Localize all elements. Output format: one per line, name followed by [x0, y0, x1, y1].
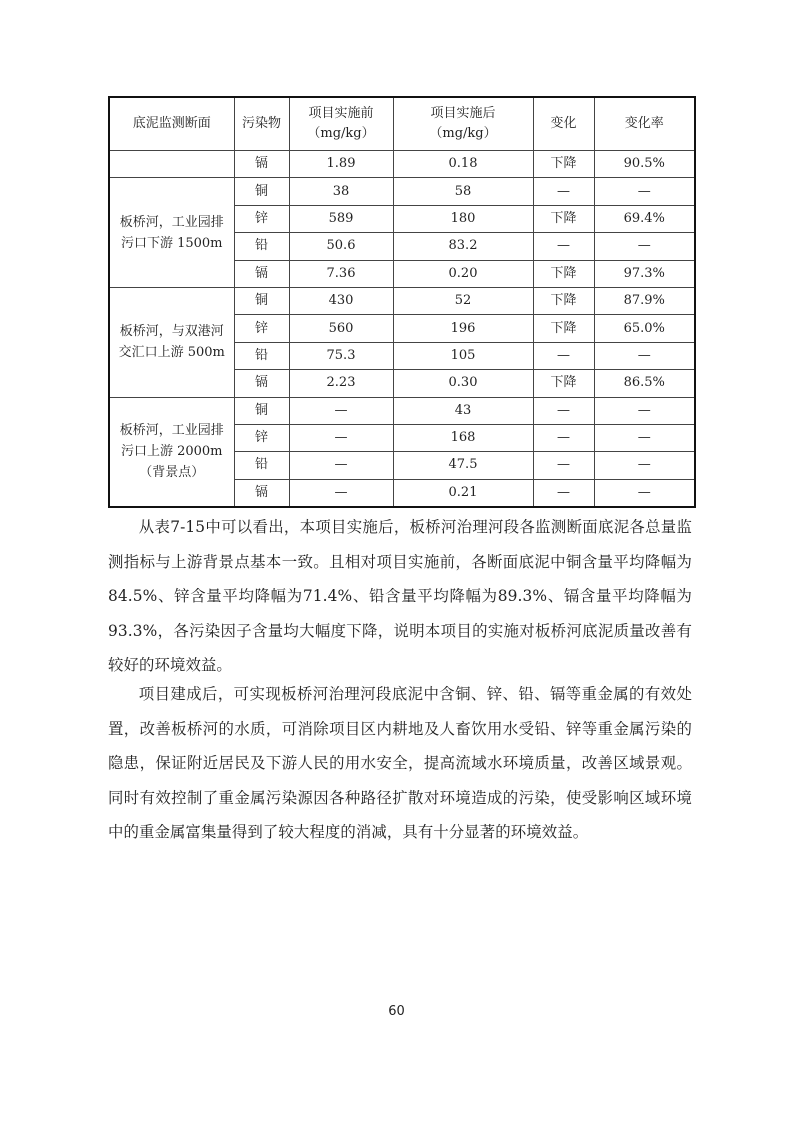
after-cell: 168	[393, 424, 533, 451]
before-cell: 430	[289, 287, 393, 314]
after-cell: 180	[393, 205, 533, 232]
change-cell: —	[533, 233, 594, 260]
page-number: 60	[388, 1004, 405, 1019]
rate-cell: 86.5%	[594, 370, 695, 397]
header-change	[533, 97, 594, 151]
before-cell: —	[289, 452, 393, 479]
before-cell: 50.6	[289, 233, 393, 260]
rate-cell: 97.3%	[594, 260, 695, 287]
after-cell: 0.30	[393, 370, 533, 397]
after-cell: 105	[393, 342, 533, 369]
before-cell: 1.89	[289, 151, 393, 178]
change-cell: 下降	[533, 151, 594, 178]
site-line: 交汇口上游 500m	[118, 345, 225, 361]
site-line: 污口上游 2000m	[120, 444, 223, 460]
table-row	[109, 178, 695, 205]
rate-cell: —	[594, 452, 695, 479]
sediment-monitoring-table	[108, 96, 696, 508]
header-text: 变化	[550, 116, 577, 131]
rate-cell: —	[594, 397, 695, 424]
site-cell	[109, 287, 234, 397]
site-cell	[109, 178, 234, 288]
pollutant-cell: 镉	[234, 479, 289, 507]
header-text: 项目实施后	[430, 106, 496, 121]
site-line: 板桥河，工业园排	[119, 423, 224, 439]
before-cell: 7.36	[289, 260, 393, 287]
before-cell: 2.23	[289, 370, 393, 397]
rate-cell: —	[594, 479, 695, 507]
change-cell: 下降	[533, 205, 594, 232]
after-cell: 0.18	[393, 151, 533, 178]
before-cell: —	[289, 424, 393, 451]
rate-cell: —	[594, 424, 695, 451]
pollutant-cell: 铅	[234, 452, 289, 479]
after-cell: 43	[393, 397, 533, 424]
change-cell: —	[533, 479, 594, 507]
change-cell: 下降	[533, 315, 594, 342]
rate-cell: —	[594, 342, 695, 369]
after-cell: 0.20	[393, 260, 533, 287]
pollutant-cell: 镉	[234, 370, 289, 397]
pollutant-cell: 锌	[234, 205, 289, 232]
before-cell: 589	[289, 205, 393, 232]
rate-cell: —	[594, 233, 695, 260]
after-cell: 47.5	[393, 452, 533, 479]
header-after	[393, 97, 533, 151]
after-cell: 58	[393, 178, 533, 205]
rate-cell: 65.0%	[594, 315, 695, 342]
pollutant-cell: 锌	[234, 315, 289, 342]
site-line: 污口下游 1500m	[120, 235, 223, 251]
after-cell: 83.2	[393, 233, 533, 260]
header-text: 变化率	[624, 116, 664, 131]
change-cell: —	[533, 342, 594, 369]
change-cell: —	[533, 397, 594, 424]
rate-cell: 69.4%	[594, 205, 695, 232]
change-cell: 下降	[533, 370, 594, 397]
table-row	[109, 151, 695, 178]
rate-cell: 90.5%	[594, 151, 695, 178]
body-paragraph-analysis: 从表7-15中可以看出，本项目实施后，板桥河治理河段各监测断面底泥各总量监测指标与上游背景点基本一致。且相对项目实施前，各断面底泥中铜含量平均降幅为84.5%、锌含量平均降幅为71.4%、铅含量平均降幅为89.3%、镉含量平均降幅为93.3%，各污染因子含量均大幅度下降，说明本项目的实施对板桥河底泥质量改善有较好的环境效益。	[108, 518, 692, 674]
before-cell: 75.3	[289, 342, 393, 369]
pollutant-cell: 镉	[234, 260, 289, 287]
site-cell	[109, 397, 234, 507]
pollutant-cell: 锌	[234, 424, 289, 451]
site-line: （背景点）	[139, 465, 205, 481]
after-cell: 52	[393, 287, 533, 314]
before-cell: —	[289, 397, 393, 424]
header-unit: （mg/kg）	[307, 126, 375, 141]
site-line: 板桥河，工业园排	[119, 214, 224, 230]
header-text: 底泥监测断面	[132, 116, 211, 131]
after-cell: 196	[393, 315, 533, 342]
pollutant-cell: 镉	[234, 151, 289, 178]
pollutant-cell: 铅	[234, 342, 289, 369]
pollutant-cell: 铅	[234, 233, 289, 260]
header-text: 项目实施前	[308, 106, 374, 121]
rate-cell: —	[594, 178, 695, 205]
table-header-row	[109, 97, 695, 151]
header-change-rate	[594, 97, 695, 151]
header-unit: （mg/kg）	[429, 126, 497, 141]
before-cell: 560	[289, 315, 393, 342]
change-cell: 下降	[533, 260, 594, 287]
change-cell: 下降	[533, 287, 594, 314]
change-cell: —	[533, 178, 594, 205]
change-cell: —	[533, 424, 594, 451]
site-line: 板桥河，与双港河	[119, 324, 224, 340]
body-paragraph-benefits: 项目建成后，可实现板桥河治理河段底泥中含铜、锌、铅、镉等重金属的有效处置，改善板桥河的水质，可消除项目区内耕地及人畜饮用水受铅、锌等重金属污染的隐患，保证附近居民及下游人民的用水安全，提高流域水环境质量，改善区域景观。同时有效控制了重金属污染源因各种路径扩散对环境造成的污染，使受影响区域环境中的重金属富集量得到了较大程度的消减，具有十分显著的环境效益。	[108, 685, 692, 841]
rate-cell: 87.9%	[594, 287, 695, 314]
before-cell: —	[289, 479, 393, 507]
header-before	[289, 97, 393, 151]
header-text: 污染物	[241, 116, 281, 131]
table-row	[109, 397, 695, 424]
pollutant-cell: 铜	[234, 397, 289, 424]
header-section	[109, 97, 234, 151]
site-cell	[109, 151, 234, 178]
pollutant-cell: 铜	[234, 178, 289, 205]
header-pollutant	[234, 97, 289, 151]
pollutant-cell: 铜	[234, 287, 289, 314]
change-cell: —	[533, 452, 594, 479]
table-row	[109, 287, 695, 314]
before-cell: 38	[289, 178, 393, 205]
after-cell: 0.21	[393, 479, 533, 507]
